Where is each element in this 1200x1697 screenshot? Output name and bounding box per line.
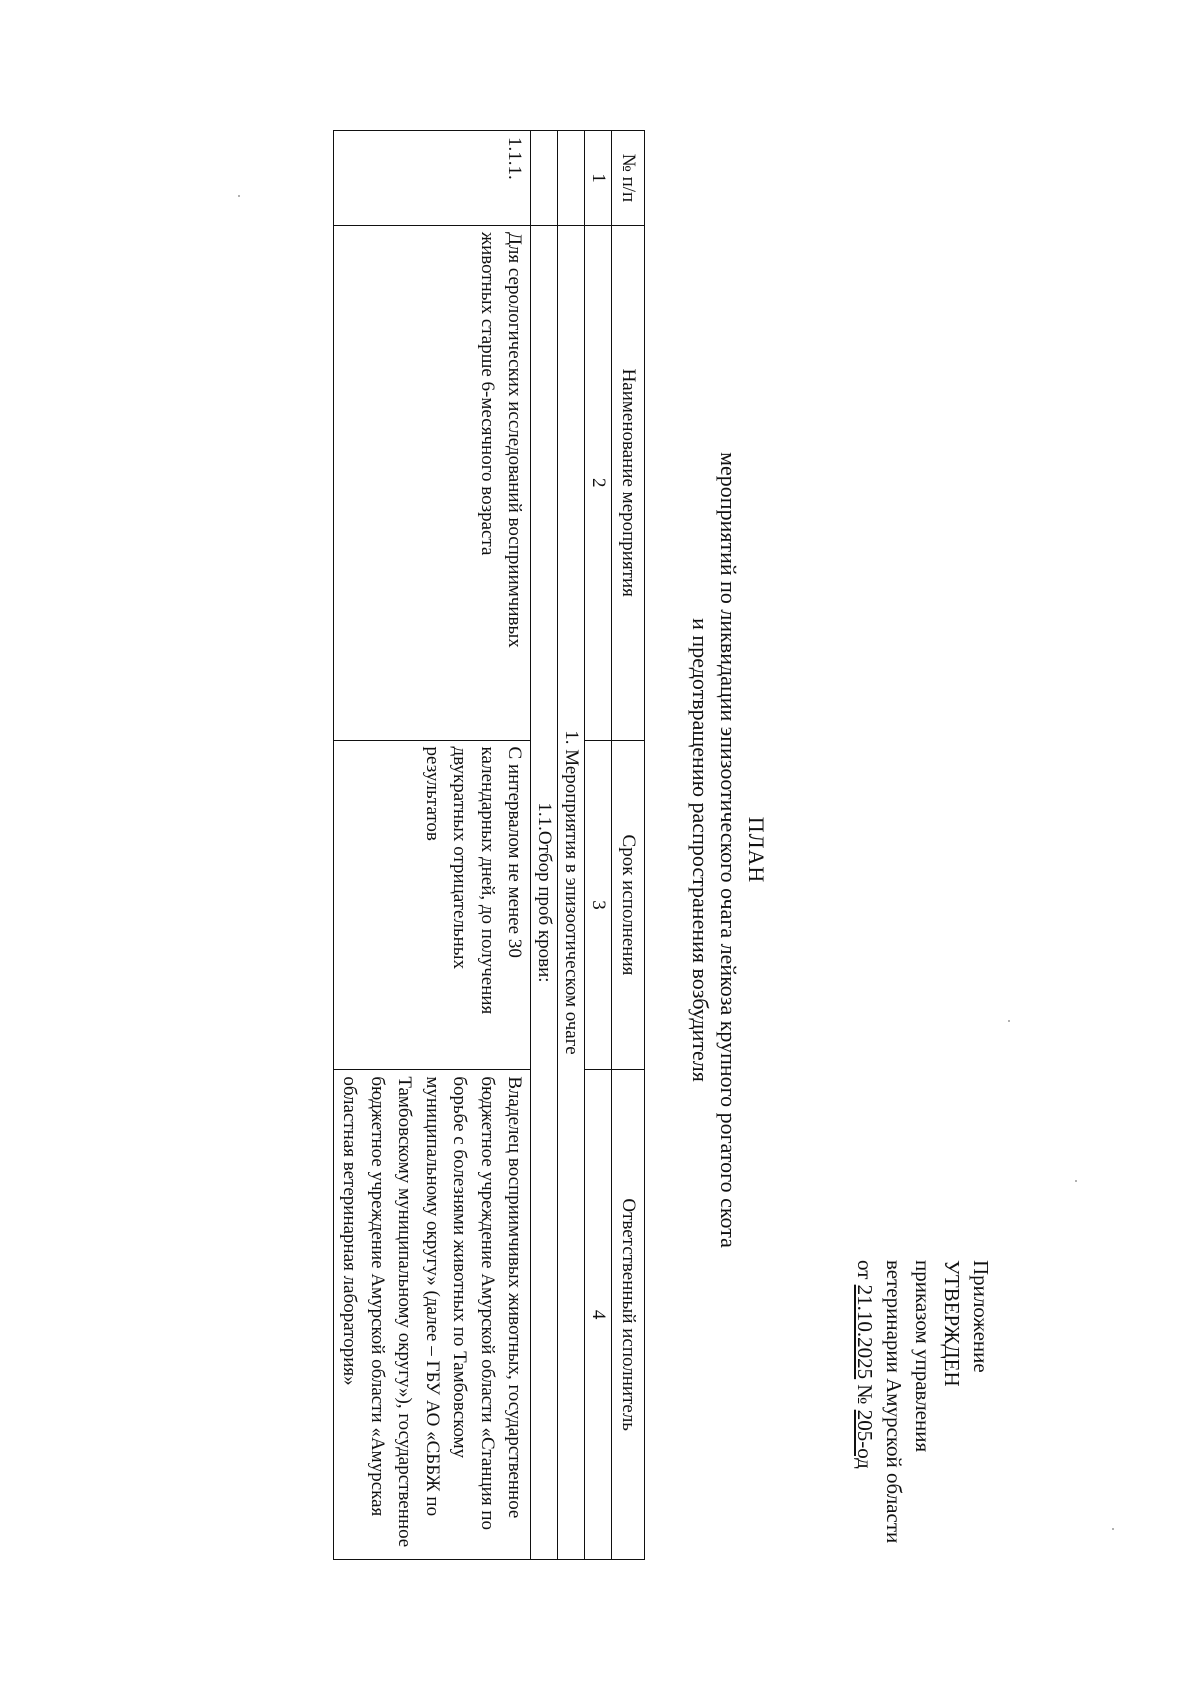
column-number-1: 1 xyxy=(585,131,612,226)
table-header-row xyxy=(612,131,645,1560)
approval-number: 205-од xyxy=(853,1409,877,1469)
plan-title xyxy=(686,110,770,1590)
section-title: 1. Мероприятия в эпизоотическом очаге xyxy=(558,225,585,1559)
approval-approved: УТВЕРЖДЕН xyxy=(940,1260,964,1387)
section-number-cell xyxy=(558,131,585,226)
approval-from: от xyxy=(853,1260,877,1280)
rotated-page-content xyxy=(210,110,1000,1590)
plan-table xyxy=(333,130,645,1560)
plan-heading: ПЛАН xyxy=(744,816,769,884)
header-responsible: Ответственный исполнитель xyxy=(612,1070,645,1560)
scan-speck xyxy=(1112,1528,1114,1530)
scan-speck xyxy=(238,195,240,197)
row-name: Для серологических исследований восприимчивых животных старше 6-месячного возраста xyxy=(334,225,532,740)
approval-number-sign: № xyxy=(853,1384,877,1405)
plan-subtitle-line2: и предотвращению распространения возбудителя xyxy=(688,618,713,1082)
column-number-3: 3 xyxy=(585,740,612,1070)
approval-date: 21.10.2025 xyxy=(853,1284,877,1380)
row-deadline: С интервалом не менее 30 календарных дней, до получения двукратных отрицательных результатов xyxy=(334,740,532,1070)
subsection-row xyxy=(531,131,558,1560)
approval-appendix: Приложение xyxy=(969,1260,993,1373)
table-row xyxy=(334,131,532,1560)
plan-subtitle-line1: мероприятий по ликвидации эпизоотического очага лейкоза крупного рогатого скота xyxy=(716,452,741,1248)
header-name: Наименование мероприятия xyxy=(612,225,645,740)
row-number: 1.1.1. xyxy=(334,131,532,226)
approval-date-line xyxy=(850,1260,879,1543)
subsection-title: 1.1.Отбор проб крови: xyxy=(531,225,558,1559)
approval-authority: ветеринарии Амурской области xyxy=(882,1260,906,1544)
column-number-row xyxy=(585,131,612,1560)
column-number-2: 2 xyxy=(585,225,612,740)
approval-block xyxy=(850,1260,995,1543)
header-deadline: Срок исполнения xyxy=(612,740,645,1070)
scan-speck xyxy=(1075,1180,1077,1182)
approval-order: приказом управления xyxy=(911,1260,935,1453)
header-number: № п/п xyxy=(612,131,645,226)
row-responsible: Владелец восприимчивых животных, государственное бюджетное учреждение Амурской области «Станция по борьбе с болезнями животных по Тамбовскому муниципальному округу» (далее – ГБУ АО «СББЖ по Тамбовскому муниципальному округу»), государственное бюджетное учреждение Амурской области «Амурская областная ветеринарная лаборатория» xyxy=(334,1070,532,1560)
scan-speck xyxy=(1008,1020,1010,1022)
column-number-4: 4 xyxy=(585,1070,612,1560)
section-row xyxy=(558,131,585,1560)
subsection-number-cell xyxy=(531,131,558,226)
